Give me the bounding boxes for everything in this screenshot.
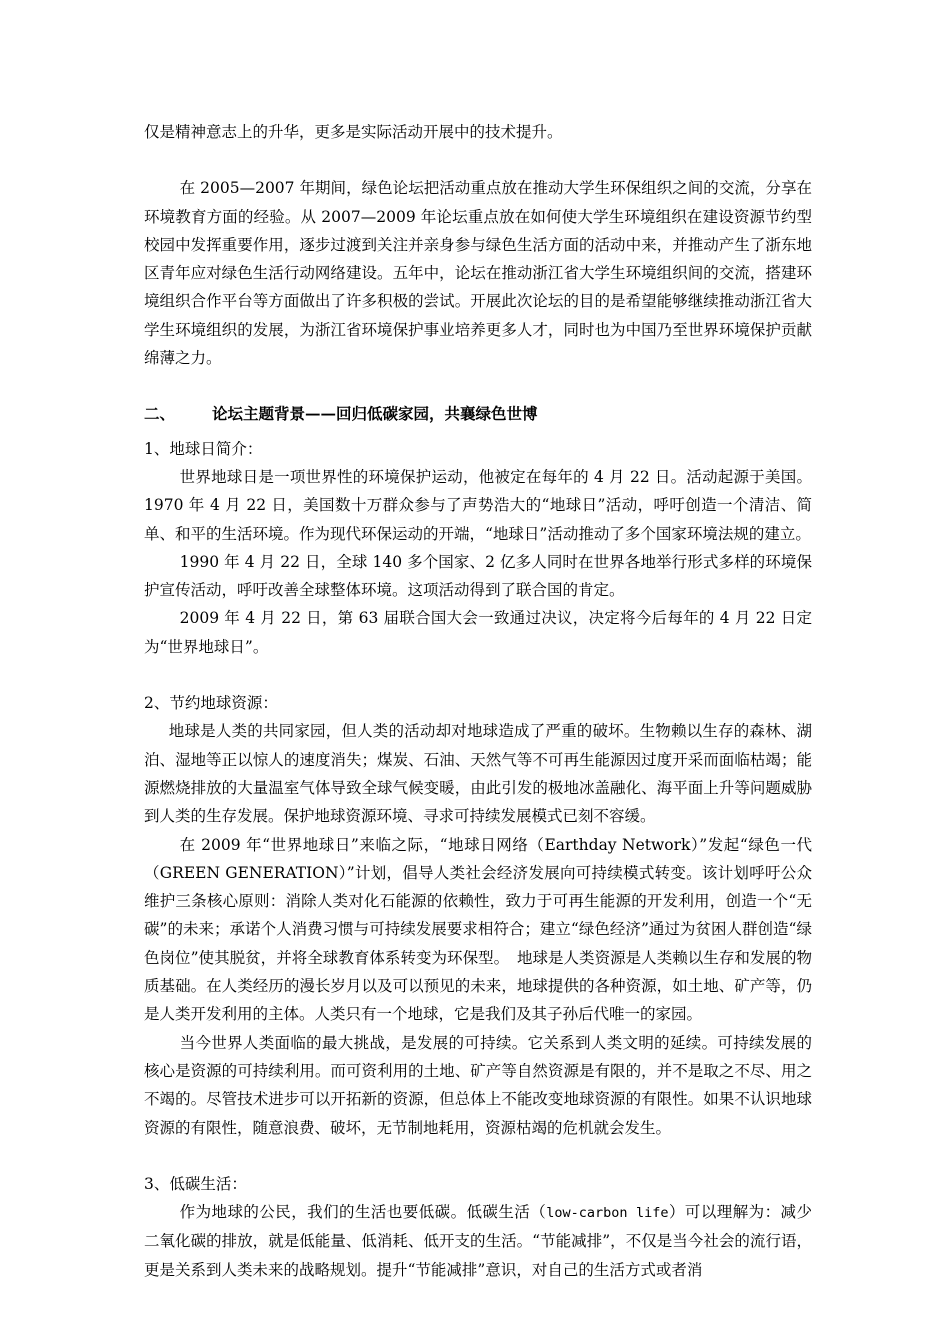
subsection-title-earth-day: 1、地球日简介： [144,439,263,458]
low-carbon-text-b: ）可以理解为：减少二氧化碳的排放，就是低能量、低消耗、低开支的生活。“节能减排”，不仅是当今社会的流行语，更是关系到人类未来的战略规划。提升“节能减排”意识，对自己的生活方式或者消 [144,1203,812,1279]
paragraph-resources-2: 在 2009 年“世界地球日”来临之际，“地球日网络（Earthday Network）”发起“绿色一代（GREEN GENERATION）”计划，倡导人类社会经济发展向可持续模式转变。该计划呼吁公众维护三条核心原则：消除人类对化石能源的依赖性，致力于可再生能源的开发利用，创造一个“无碳”的未来；承诺个人消费习惯与可持续发展要求相符合；建立“绿色经济”通过为贫困人群创造“绿色岗位”使其脱贫，并将全球教育体系转变为环保型。 地球是人类资源是人类赖以生存和发展的物质基础。在人类经历的漫长岁月以及可以预见的未来，地球提供的各种资源，如土地、矿产等，仍是人类开发利用的主体。人类只有一个地球，它是我们及其子孙后代唯一的家园。 [144,835,812,1024]
paragraph-resources-3: 当今世界人类面临的最大挑战，是发展的可持续。它关系到人类文明的延续。可持续发展的核心是资源的可持续利用。而可资利用的土地、矿产等自然资源是有限的，并不是取之不尽、用之不竭的。尽管技术进步可以开拓新的资源，但总体上不能改变地球资源的有限性。如果不认识地球资源的有限性，随意浪费、破坏，无节制地耗用，资源枯竭的危机就会发生。 [144,1033,812,1137]
document-body [144,118,812,1284]
section-title: 论坛主题背景——回归低碳家园，共襄绿色世博 [212,404,538,424]
section-heading [144,400,812,428]
subsection-title-low-carbon: 3、低碳生活： [144,1174,247,1193]
paragraph-forum-history: 在 2005—2007 年期间，绿色论坛把活动重点放在推动大学生环保组织之间的交流，分享在环境教育方面的经验。从 2007—2009 年论坛重点放在如何使大学生环境组织在建设资源节约型校园中发挥重要作用，逐步过渡到关注并亲身参与绿色生活方面的活动中来，并推动产生了浙东地区青年应对绿色生活行动网络建设。五年中，论坛在推动浙江省大学生环境组织间的交流，搭建环境组织合作平台等方面做出了许多积极的尝试。开展此次论坛的目的是希望能够继续推动浙江省大学生环境组织的发展，为浙江省环境保护事业培养更多人才，同时也为中国乃至世界环境保护贡献绵薄之力。 [144,179,812,368]
paragraph-intro-end: 仅是精神意志上的升华，更多是实际活动开展中的技术提升。 [144,123,563,141]
section-number: 二、 [144,404,176,424]
paragraph-earth-day-1: 世界地球日是一项世界性的环境保护运动，他被定在每年的 4 月 22 日。活动起源于美国。1970 年 4 月 22 日，美国数十万群众参与了声势浩大的“地球日”活动，呼吁创造一个清洁、简单、和平的生活环境。作为现代环保运动的开端，“地球日”活动推动了多个国家环境法规的建立。 [144,467,812,543]
paragraph-earth-day-2: 1990 年 4 月 22 日，全球 140 多个国家、2 亿多人同时在世界各地举行形式多样的环境保护宣传活动，呼吁改善全球整体环境。这项活动得到了联合国的肯定。 [144,552,812,600]
low-carbon-text-a: 作为地球的公民，我们的生活也要低碳。低碳生活（ [179,1203,547,1222]
paragraph-low-carbon-1 [144,1198,812,1284]
paragraph-resources-1: 地球是人类的共同家园，但人类的活动却对地球造成了严重的破坏。生物赖以生存的森林、湖泊、湿地等正以惊人的速度消失；煤炭、石油、天然气等不可再生能源因过度开采而面临枯竭；能源燃烧排放的大量温室气体导致全球气候变暖，由此引发的极地冰盖融化、海平面上升等问题威胁到人类的生存发展。保护地球资源环境、寻求可持续发展模式已刻不容缓。 [144,722,812,826]
subsection-title-resources: 2、节约地球资源： [144,694,278,713]
paragraph-earth-day-3: 2009 年 4 月 22 日，第 63 届联合国大会一致通过决议，决定将今后每年的 4 月 22 日定为“世界地球日”。 [144,609,812,656]
low-carbon-term: low-carbon life [546,1205,669,1222]
